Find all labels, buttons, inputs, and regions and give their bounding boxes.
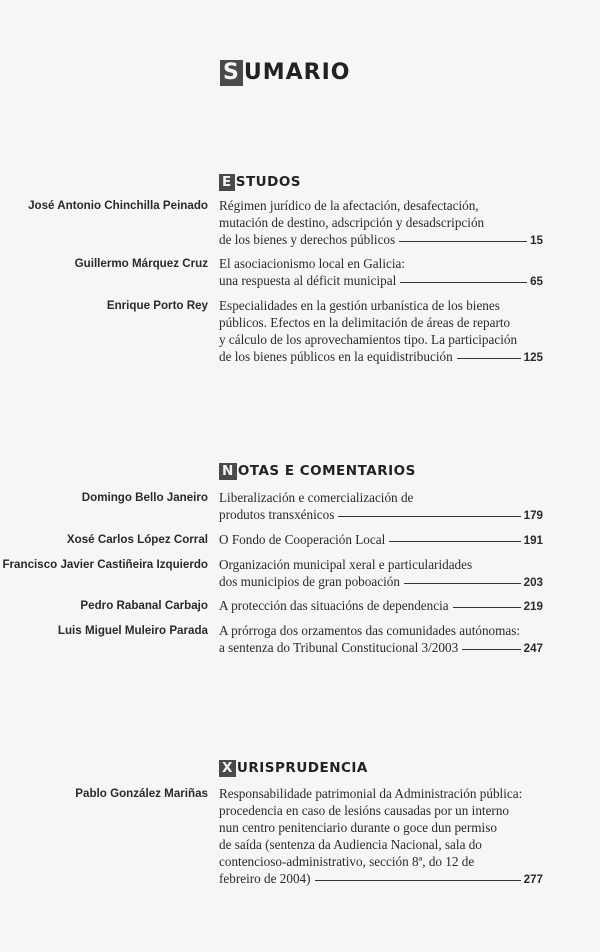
title-line: de los bienes públicos en la equidistribución bbox=[219, 349, 453, 364]
leader-line bbox=[453, 607, 521, 608]
title-line: A protección das situacións de dependencia bbox=[219, 598, 449, 613]
title-line: El asociacionismo local en Galicia: bbox=[219, 256, 406, 271]
entry-author: Enrique Porto Rey bbox=[106, 299, 208, 312]
section-title: STUDOS bbox=[235, 174, 302, 190]
entry-title bbox=[219, 297, 543, 366]
title-last-line bbox=[219, 597, 543, 615]
entry-author: Pedro Rabanal Carbajo bbox=[80, 599, 208, 612]
title-line: mutación de destino, adscripción y desadscripción bbox=[219, 215, 485, 230]
title-line: Régimen jurídico de la afectación, desafectación, bbox=[219, 198, 479, 213]
section-initial: N bbox=[219, 463, 237, 480]
leader-line bbox=[462, 649, 520, 650]
entry-author: José Antonio Chinchilla Peinado bbox=[28, 199, 208, 212]
title-line: de los bienes y derechos públicos bbox=[219, 232, 396, 247]
page-number: 125 bbox=[523, 351, 543, 364]
section-heading-estudos bbox=[219, 174, 301, 191]
title-last-line bbox=[219, 506, 543, 524]
leader-line bbox=[338, 516, 520, 517]
title-line: Organización municipal xeral e particularidades bbox=[219, 557, 473, 572]
title-line: produtos transxénicos bbox=[219, 507, 335, 522]
title-line: Especialidades en la gestión urbanística de los bienes bbox=[219, 298, 500, 313]
entry-title bbox=[219, 556, 543, 591]
title-line: de saída (sentenza da Audiencia Nacional, sala do bbox=[219, 837, 482, 852]
page-number: 219 bbox=[523, 600, 543, 613]
page-number: 277 bbox=[523, 873, 543, 886]
section-initial: E bbox=[219, 174, 235, 191]
leader-line bbox=[389, 541, 520, 542]
section-title: URISPRUDENCIA bbox=[236, 760, 368, 776]
title-line: contencioso-administrativo, sección 8ª, do 12 de bbox=[219, 854, 475, 869]
page-number: 247 bbox=[523, 642, 543, 655]
title-line: procedencia en caso de lesións causadas por un interno bbox=[219, 803, 510, 818]
title-last-line bbox=[219, 272, 543, 290]
section-heading-xurisprudencia bbox=[219, 760, 368, 777]
title-rest: UMARIO bbox=[243, 60, 351, 85]
title-line: Responsabilidade patrimonial da Administración pública: bbox=[219, 786, 523, 801]
title-line: a sentenza do Tribunal Constitucional 3/2003 bbox=[219, 640, 459, 655]
page-number: 179 bbox=[523, 509, 543, 522]
entry-title bbox=[219, 597, 543, 615]
entry-author: Domingo Bello Janeiro bbox=[81, 491, 208, 504]
entry-title bbox=[219, 785, 543, 888]
title-last-line bbox=[219, 348, 543, 366]
entry-title bbox=[219, 197, 543, 249]
title-line: febreiro de 2004) bbox=[219, 871, 311, 886]
title-line: dos municipios de gran poboación bbox=[219, 574, 400, 589]
page-number: 65 bbox=[530, 275, 543, 288]
title-line: Liberalización e comercialización de bbox=[219, 490, 414, 505]
title-line: A prórroga dos orzamentos das comunidades autónomas: bbox=[219, 623, 521, 638]
leader-line bbox=[315, 880, 521, 881]
entry-author: Luis Miguel Muleiro Parada bbox=[57, 624, 208, 637]
section-title: OTAS E COMENTARIOS bbox=[237, 463, 416, 479]
leader-line bbox=[404, 583, 521, 584]
entry-title bbox=[219, 531, 543, 549]
leader-line bbox=[457, 358, 521, 359]
page-number: 191 bbox=[523, 534, 543, 547]
entry-title bbox=[219, 255, 543, 290]
entry-title bbox=[219, 489, 543, 524]
title-last-line bbox=[219, 231, 543, 249]
title-line: nun centro penitenciario durante o goce dun permiso bbox=[219, 820, 497, 835]
leader-line bbox=[399, 241, 527, 242]
title-line: públicos. Efectos en la delimitación de áreas de reparto bbox=[219, 315, 511, 330]
section-initial: X bbox=[219, 760, 236, 777]
page-title bbox=[220, 60, 350, 86]
page-number: 203 bbox=[523, 576, 543, 589]
title-line: una respuesta al déficit municipal bbox=[219, 273, 397, 288]
title-line: y cálculo de los aprovechamientos tipo. La participación bbox=[219, 332, 518, 347]
section-heading-notas bbox=[219, 463, 416, 480]
leader-line bbox=[400, 282, 527, 283]
title-last-line bbox=[219, 639, 543, 657]
entry-author: Pablo González Mariñas bbox=[75, 787, 208, 800]
title-initial: S bbox=[220, 60, 243, 86]
page-number: 15 bbox=[530, 234, 543, 247]
entry-author: Xosé Carlos López Corral bbox=[66, 533, 208, 546]
entry-title bbox=[219, 622, 543, 657]
title-last-line bbox=[219, 531, 543, 549]
title-last-line bbox=[219, 870, 543, 888]
title-last-line bbox=[219, 573, 543, 591]
entry-author: Guillermo Márquez Cruz bbox=[74, 257, 208, 270]
title-line: O Fondo de Cooperación Local bbox=[219, 532, 386, 547]
entry-author: Francisco Javier Castiñeira Izquierdo bbox=[2, 558, 208, 571]
